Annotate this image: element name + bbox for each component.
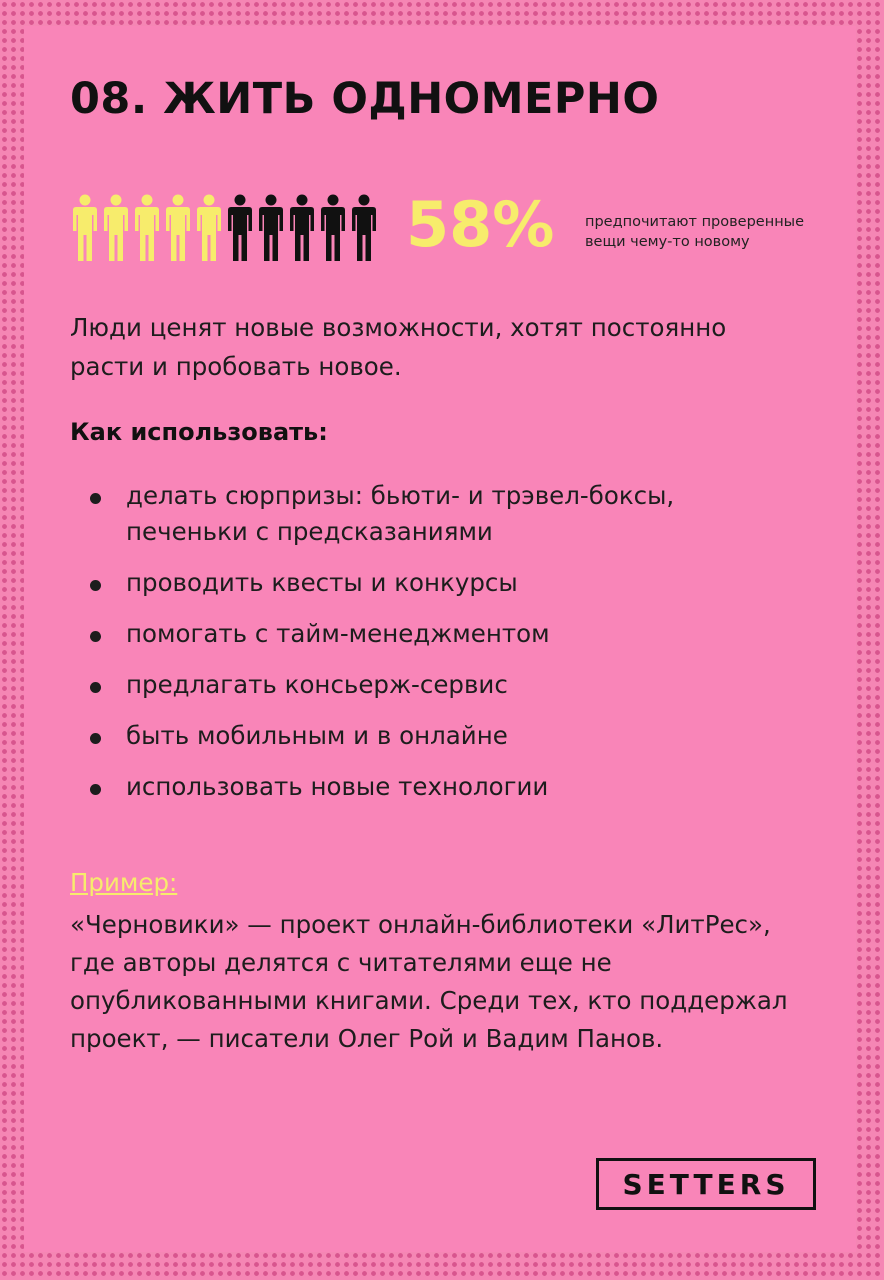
list-item-text: делать сюрпризы: бьюти- и трэвел-боксы, печеньки с предсказаниями (126, 481, 675, 546)
list-item (70, 667, 790, 703)
howto-heading: Как использовать: (70, 418, 328, 446)
bullet-icon (90, 493, 101, 504)
example-label: Пример: (70, 868, 178, 897)
intro-text: Люди ценят новые возможности, хотят постоянно расти и пробовать новое. (70, 313, 727, 381)
list-item-text: быть мобильным и в онлайне (126, 721, 508, 750)
stat-caption: предпочитают проверенные вещи чему-то новому (585, 214, 805, 250)
list-item (70, 769, 790, 805)
person-icon (73, 195, 97, 262)
page-title: 08. ЖИТЬ ОДНОМЕРНО (70, 74, 660, 124)
person-icon (321, 195, 345, 262)
bullet-icon (90, 784, 101, 795)
bullet-icon (90, 580, 101, 591)
list-item (70, 616, 790, 652)
person-icon (135, 195, 159, 262)
list-item-text: предлагать консьерж-сервис (126, 670, 508, 699)
bullet-icon (90, 682, 101, 693)
list-item (70, 478, 790, 550)
stat-block (70, 188, 850, 264)
example-text: «Черновики» — проект онлайн-библиотеки «ЛитРес», где авторы делятся с читателями еще не опубликованными книгами. Среди тех, кто поддержал проект, — писатели Олег Рой и Вадим Панов. (70, 910, 788, 1053)
person-icon (104, 195, 128, 262)
content-card (24, 26, 856, 1252)
bullet-icon (90, 733, 101, 744)
person-icon (228, 195, 252, 262)
stat-percent: 58% (406, 188, 555, 261)
list-item (70, 565, 790, 601)
person-icon (166, 195, 190, 262)
person-icon (197, 195, 221, 262)
list-item-text: проводить квесты и конкурсы (126, 568, 518, 597)
list-item (70, 718, 790, 754)
person-icon (259, 195, 283, 262)
list-item-text: помогать с тайм-менеджментом (126, 619, 550, 648)
person-icon (290, 195, 314, 262)
list-item-text: использовать новые технологии (126, 772, 549, 801)
setters-logo: SETTERS (596, 1158, 816, 1210)
person-icon (352, 195, 376, 262)
bullet-icon (90, 631, 101, 642)
usage-list (70, 478, 790, 820)
people-pictogram (70, 194, 390, 264)
